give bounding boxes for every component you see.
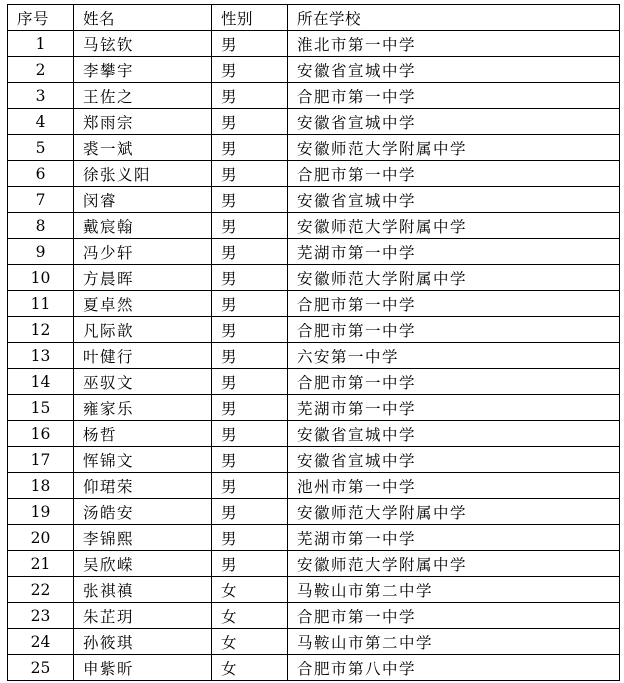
roster-table-container bbox=[7, 4, 620, 681]
student-roster-table bbox=[7, 4, 620, 681]
table-row bbox=[8, 369, 620, 395]
cell-name: 王佐之 bbox=[74, 83, 212, 109]
cell-school: 安徽省宣城中学 bbox=[288, 447, 620, 473]
cell-gender: 男 bbox=[212, 395, 288, 421]
table-row bbox=[8, 213, 620, 239]
cell-school: 合肥市第一中学 bbox=[288, 83, 620, 109]
cell-no: 23 bbox=[8, 603, 74, 629]
header-no: 序号 bbox=[8, 5, 74, 31]
cell-no: 1 bbox=[8, 31, 74, 57]
table-row bbox=[8, 421, 620, 447]
table-row bbox=[8, 473, 620, 499]
cell-name: 李攀宇 bbox=[74, 57, 212, 83]
cell-no: 4 bbox=[8, 109, 74, 135]
cell-school: 六安第一中学 bbox=[288, 343, 620, 369]
cell-no: 2 bbox=[8, 57, 74, 83]
cell-school: 池州市第一中学 bbox=[288, 473, 620, 499]
cell-no: 19 bbox=[8, 499, 74, 525]
cell-school: 芜湖市第一中学 bbox=[288, 395, 620, 421]
cell-no: 21 bbox=[8, 551, 74, 577]
table-row bbox=[8, 525, 620, 551]
table-row bbox=[8, 447, 620, 473]
cell-gender: 男 bbox=[212, 31, 288, 57]
cell-school: 安徽师范大学附属中学 bbox=[288, 499, 620, 525]
cell-school: 马鞍山市第二中学 bbox=[288, 577, 620, 603]
cell-no: 8 bbox=[8, 213, 74, 239]
cell-school: 合肥市第一中学 bbox=[288, 291, 620, 317]
table-row bbox=[8, 57, 620, 83]
cell-name: 汤皓安 bbox=[74, 499, 212, 525]
cell-name: 李锦熙 bbox=[74, 525, 212, 551]
header-gender: 性别 bbox=[212, 5, 288, 31]
table-row bbox=[8, 265, 620, 291]
table-row bbox=[8, 343, 620, 369]
cell-gender: 男 bbox=[212, 109, 288, 135]
cell-school: 安徽省宣城中学 bbox=[288, 187, 620, 213]
cell-no: 24 bbox=[8, 629, 74, 655]
cell-gender: 男 bbox=[212, 265, 288, 291]
cell-no: 17 bbox=[8, 447, 74, 473]
cell-name: 张祺禛 bbox=[74, 577, 212, 603]
table-row bbox=[8, 83, 620, 109]
table-row bbox=[8, 577, 620, 603]
cell-school: 合肥市第一中学 bbox=[288, 161, 620, 187]
cell-no: 18 bbox=[8, 473, 74, 499]
table-row bbox=[8, 135, 620, 161]
cell-school: 安徽省宣城中学 bbox=[288, 421, 620, 447]
header-name: 姓名 bbox=[74, 5, 212, 31]
cell-school: 马鞍山市第二中学 bbox=[288, 629, 620, 655]
cell-school: 安徽师范大学附属中学 bbox=[288, 213, 620, 239]
cell-gender: 男 bbox=[212, 83, 288, 109]
cell-no: 11 bbox=[8, 291, 74, 317]
cell-school: 合肥市第一中学 bbox=[288, 369, 620, 395]
table-row bbox=[8, 655, 620, 681]
cell-school: 安徽省宣城中学 bbox=[288, 109, 620, 135]
cell-name: 雍家乐 bbox=[74, 395, 212, 421]
table-row bbox=[8, 291, 620, 317]
table-row bbox=[8, 629, 620, 655]
cell-school: 安徽省宣城中学 bbox=[288, 57, 620, 83]
cell-no: 3 bbox=[8, 83, 74, 109]
cell-name: 吴欣嵘 bbox=[74, 551, 212, 577]
cell-no: 22 bbox=[8, 577, 74, 603]
cell-school: 淮北市第一中学 bbox=[288, 31, 620, 57]
cell-gender: 男 bbox=[212, 187, 288, 213]
cell-school: 芜湖市第一中学 bbox=[288, 525, 620, 551]
table-row bbox=[8, 161, 620, 187]
cell-name: 杨哲 bbox=[74, 421, 212, 447]
table-row bbox=[8, 109, 620, 135]
cell-gender: 男 bbox=[212, 551, 288, 577]
cell-name: 徐张义阳 bbox=[74, 161, 212, 187]
cell-gender: 男 bbox=[212, 525, 288, 551]
table-row bbox=[8, 317, 620, 343]
cell-name: 夏卓然 bbox=[74, 291, 212, 317]
cell-name: 方晨晖 bbox=[74, 265, 212, 291]
cell-school: 安徽师范大学附属中学 bbox=[288, 135, 620, 161]
cell-no: 13 bbox=[8, 343, 74, 369]
cell-no: 10 bbox=[8, 265, 74, 291]
cell-gender: 女 bbox=[212, 577, 288, 603]
table-row bbox=[8, 239, 620, 265]
cell-name: 凡际歆 bbox=[74, 317, 212, 343]
cell-gender: 女 bbox=[212, 655, 288, 681]
cell-name: 冯少轩 bbox=[74, 239, 212, 265]
cell-gender: 男 bbox=[212, 421, 288, 447]
cell-name: 马铉钦 bbox=[74, 31, 212, 57]
cell-gender: 女 bbox=[212, 629, 288, 655]
roster-body bbox=[8, 31, 620, 681]
cell-name: 孙筱琪 bbox=[74, 629, 212, 655]
table-row bbox=[8, 187, 620, 213]
cell-no: 14 bbox=[8, 369, 74, 395]
cell-gender: 男 bbox=[212, 57, 288, 83]
cell-name: 闵睿 bbox=[74, 187, 212, 213]
table-row bbox=[8, 499, 620, 525]
cell-no: 5 bbox=[8, 135, 74, 161]
table-row bbox=[8, 603, 620, 629]
table-row bbox=[8, 31, 620, 57]
table-row bbox=[8, 395, 620, 421]
cell-gender: 男 bbox=[212, 317, 288, 343]
cell-gender: 男 bbox=[212, 213, 288, 239]
cell-no: 7 bbox=[8, 187, 74, 213]
cell-gender: 男 bbox=[212, 369, 288, 395]
cell-no: 20 bbox=[8, 525, 74, 551]
cell-school: 芜湖市第一中学 bbox=[288, 239, 620, 265]
cell-name: 恽锦文 bbox=[74, 447, 212, 473]
cell-school: 合肥市第八中学 bbox=[288, 655, 620, 681]
cell-no: 15 bbox=[8, 395, 74, 421]
cell-gender: 男 bbox=[212, 239, 288, 265]
cell-gender: 男 bbox=[212, 473, 288, 499]
cell-school: 安徽师范大学附属中学 bbox=[288, 265, 620, 291]
cell-name: 仰珺荣 bbox=[74, 473, 212, 499]
cell-name: 叶健行 bbox=[74, 343, 212, 369]
cell-name: 郑雨宗 bbox=[74, 109, 212, 135]
cell-name: 戴宸翰 bbox=[74, 213, 212, 239]
cell-gender: 男 bbox=[212, 499, 288, 525]
cell-gender: 男 bbox=[212, 447, 288, 473]
header-school: 所在学校 bbox=[288, 5, 620, 31]
cell-no: 12 bbox=[8, 317, 74, 343]
cell-no: 6 bbox=[8, 161, 74, 187]
cell-name: 巫驭文 bbox=[74, 369, 212, 395]
cell-school: 合肥市第一中学 bbox=[288, 317, 620, 343]
cell-gender: 男 bbox=[212, 135, 288, 161]
cell-gender: 男 bbox=[212, 291, 288, 317]
header-row bbox=[8, 5, 620, 31]
cell-school: 合肥市第一中学 bbox=[288, 603, 620, 629]
cell-gender: 女 bbox=[212, 603, 288, 629]
cell-no: 16 bbox=[8, 421, 74, 447]
cell-no: 25 bbox=[8, 655, 74, 681]
cell-gender: 男 bbox=[212, 161, 288, 187]
cell-no: 9 bbox=[8, 239, 74, 265]
cell-name: 朱芷玥 bbox=[74, 603, 212, 629]
cell-name: 裘一斌 bbox=[74, 135, 212, 161]
cell-school: 安徽师范大学附属中学 bbox=[288, 551, 620, 577]
cell-gender: 男 bbox=[212, 343, 288, 369]
table-row bbox=[8, 551, 620, 577]
cell-name: 申紫昕 bbox=[74, 655, 212, 681]
